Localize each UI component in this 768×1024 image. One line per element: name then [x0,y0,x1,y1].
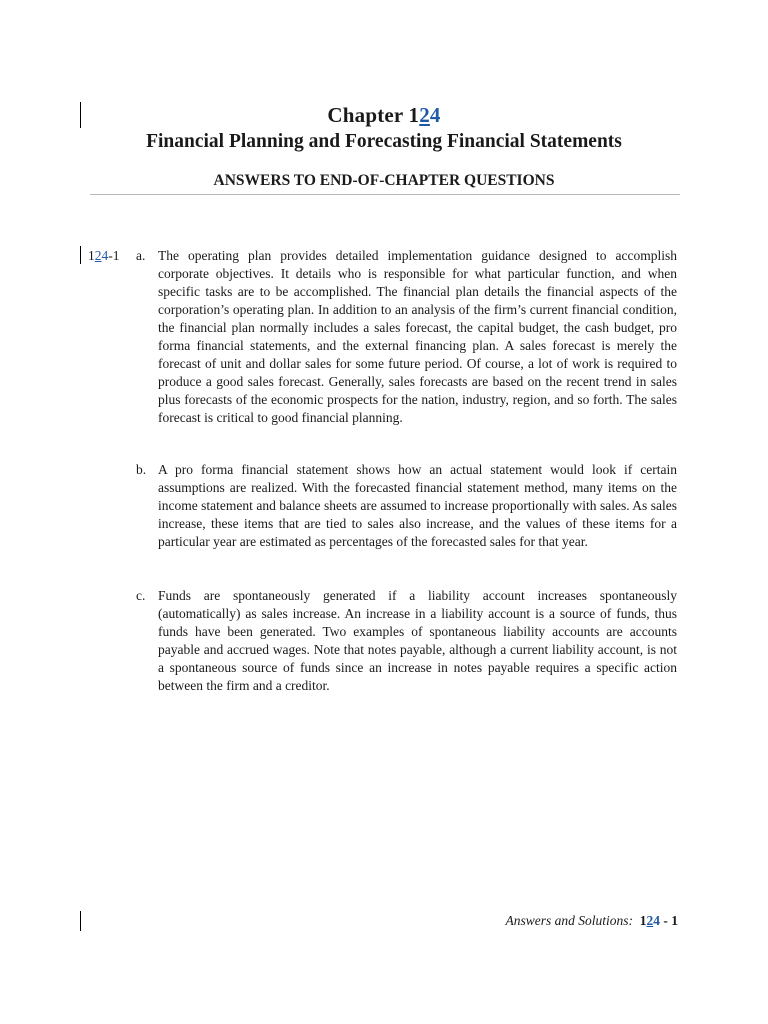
chapter-title-prefix: Chapter 1 [327,103,420,127]
inserted-revision-text: 2 [419,103,430,127]
heading-divider [90,194,680,195]
footer-page-prefix: 1 [639,913,647,928]
answer-paragraph-a: The operating plan provides detailed implementation guidance designed to accomplish corporate objectives. It details who is responsible for what particular function, and when specific tasks are to be accomplished. The financial plan details the financial aspects of the corporation’s operating plan. In addition to an analysis of the firm’s current financial condition, the financial plan normally includes a sales forecast, the capital budget, the cash budget, pro forma financial statements, and the external financing plan. A sales forecast is merely the forecast of unit and dollar sales for some future period. Of course, a lot of work is required to produce a good sales forecast. Generally, sales forecasts are based on the recent trend in sales plus forecasts of the economic prospects for the nation, industry, region, and so forth. The sales forecast is critical to good financial planning. [158,248,677,425]
inserted-revision-text: 2 [646,913,654,928]
chapter-subtitle: Financial Planning and Forecasting Financial Statements [146,131,622,152]
question-number [88,247,120,265]
page-footer [505,912,678,930]
chapter-title [90,103,678,128]
footer-page-suffix: - 1 [660,913,678,928]
footer-page-number [640,913,678,928]
section-heading: ANSWERS TO END-OF-CHAPTER QUESTIONS [213,172,555,189]
question-number-prefix: 1 [88,248,95,263]
answer-paragraph-b: A pro forma financial statement shows how an actual statement would look if certain assumptions are realized. With the forecasted financial statement method, many items on the income statement and balance sheets are assumed to increase proportionally with sales. As sales increase, these items that are tied to sales also increase, and the values of these items for a particular year are estimated as percentages of the forecasted sales for that year. [158,462,677,549]
item-letter-a: a. [136,248,146,263]
inserted-revision-text: 2 [94,248,102,263]
answer-paragraph-c: Funds are spontaneously generated if a liability account increases spontaneously (automatically) as sales increase. An increase in a liability account is a source of funds, thus funds have been generated. Two examples of spontaneous liability accounts are accounts payable and accrued wages. Note that notes payable, although a current liability account, is not a spontaneous source of funds since an increase in notes payable requires a specific action between the firm and a creditor. [158,588,677,693]
deleted-revision-text: 4 [101,248,109,263]
revision-change-bar-title [80,102,81,128]
item-letter-b: b. [136,462,147,477]
revision-change-bar-footer [80,911,81,931]
item-letter-c: c. [136,588,146,603]
deleted-revision-text: 4 [653,913,660,928]
revision-change-bar-question [80,246,81,264]
question-number-suffix: -1 [108,248,120,263]
deleted-revision-text: 4 [429,103,441,127]
footer-label: Answers and Solutions: [505,913,633,928]
